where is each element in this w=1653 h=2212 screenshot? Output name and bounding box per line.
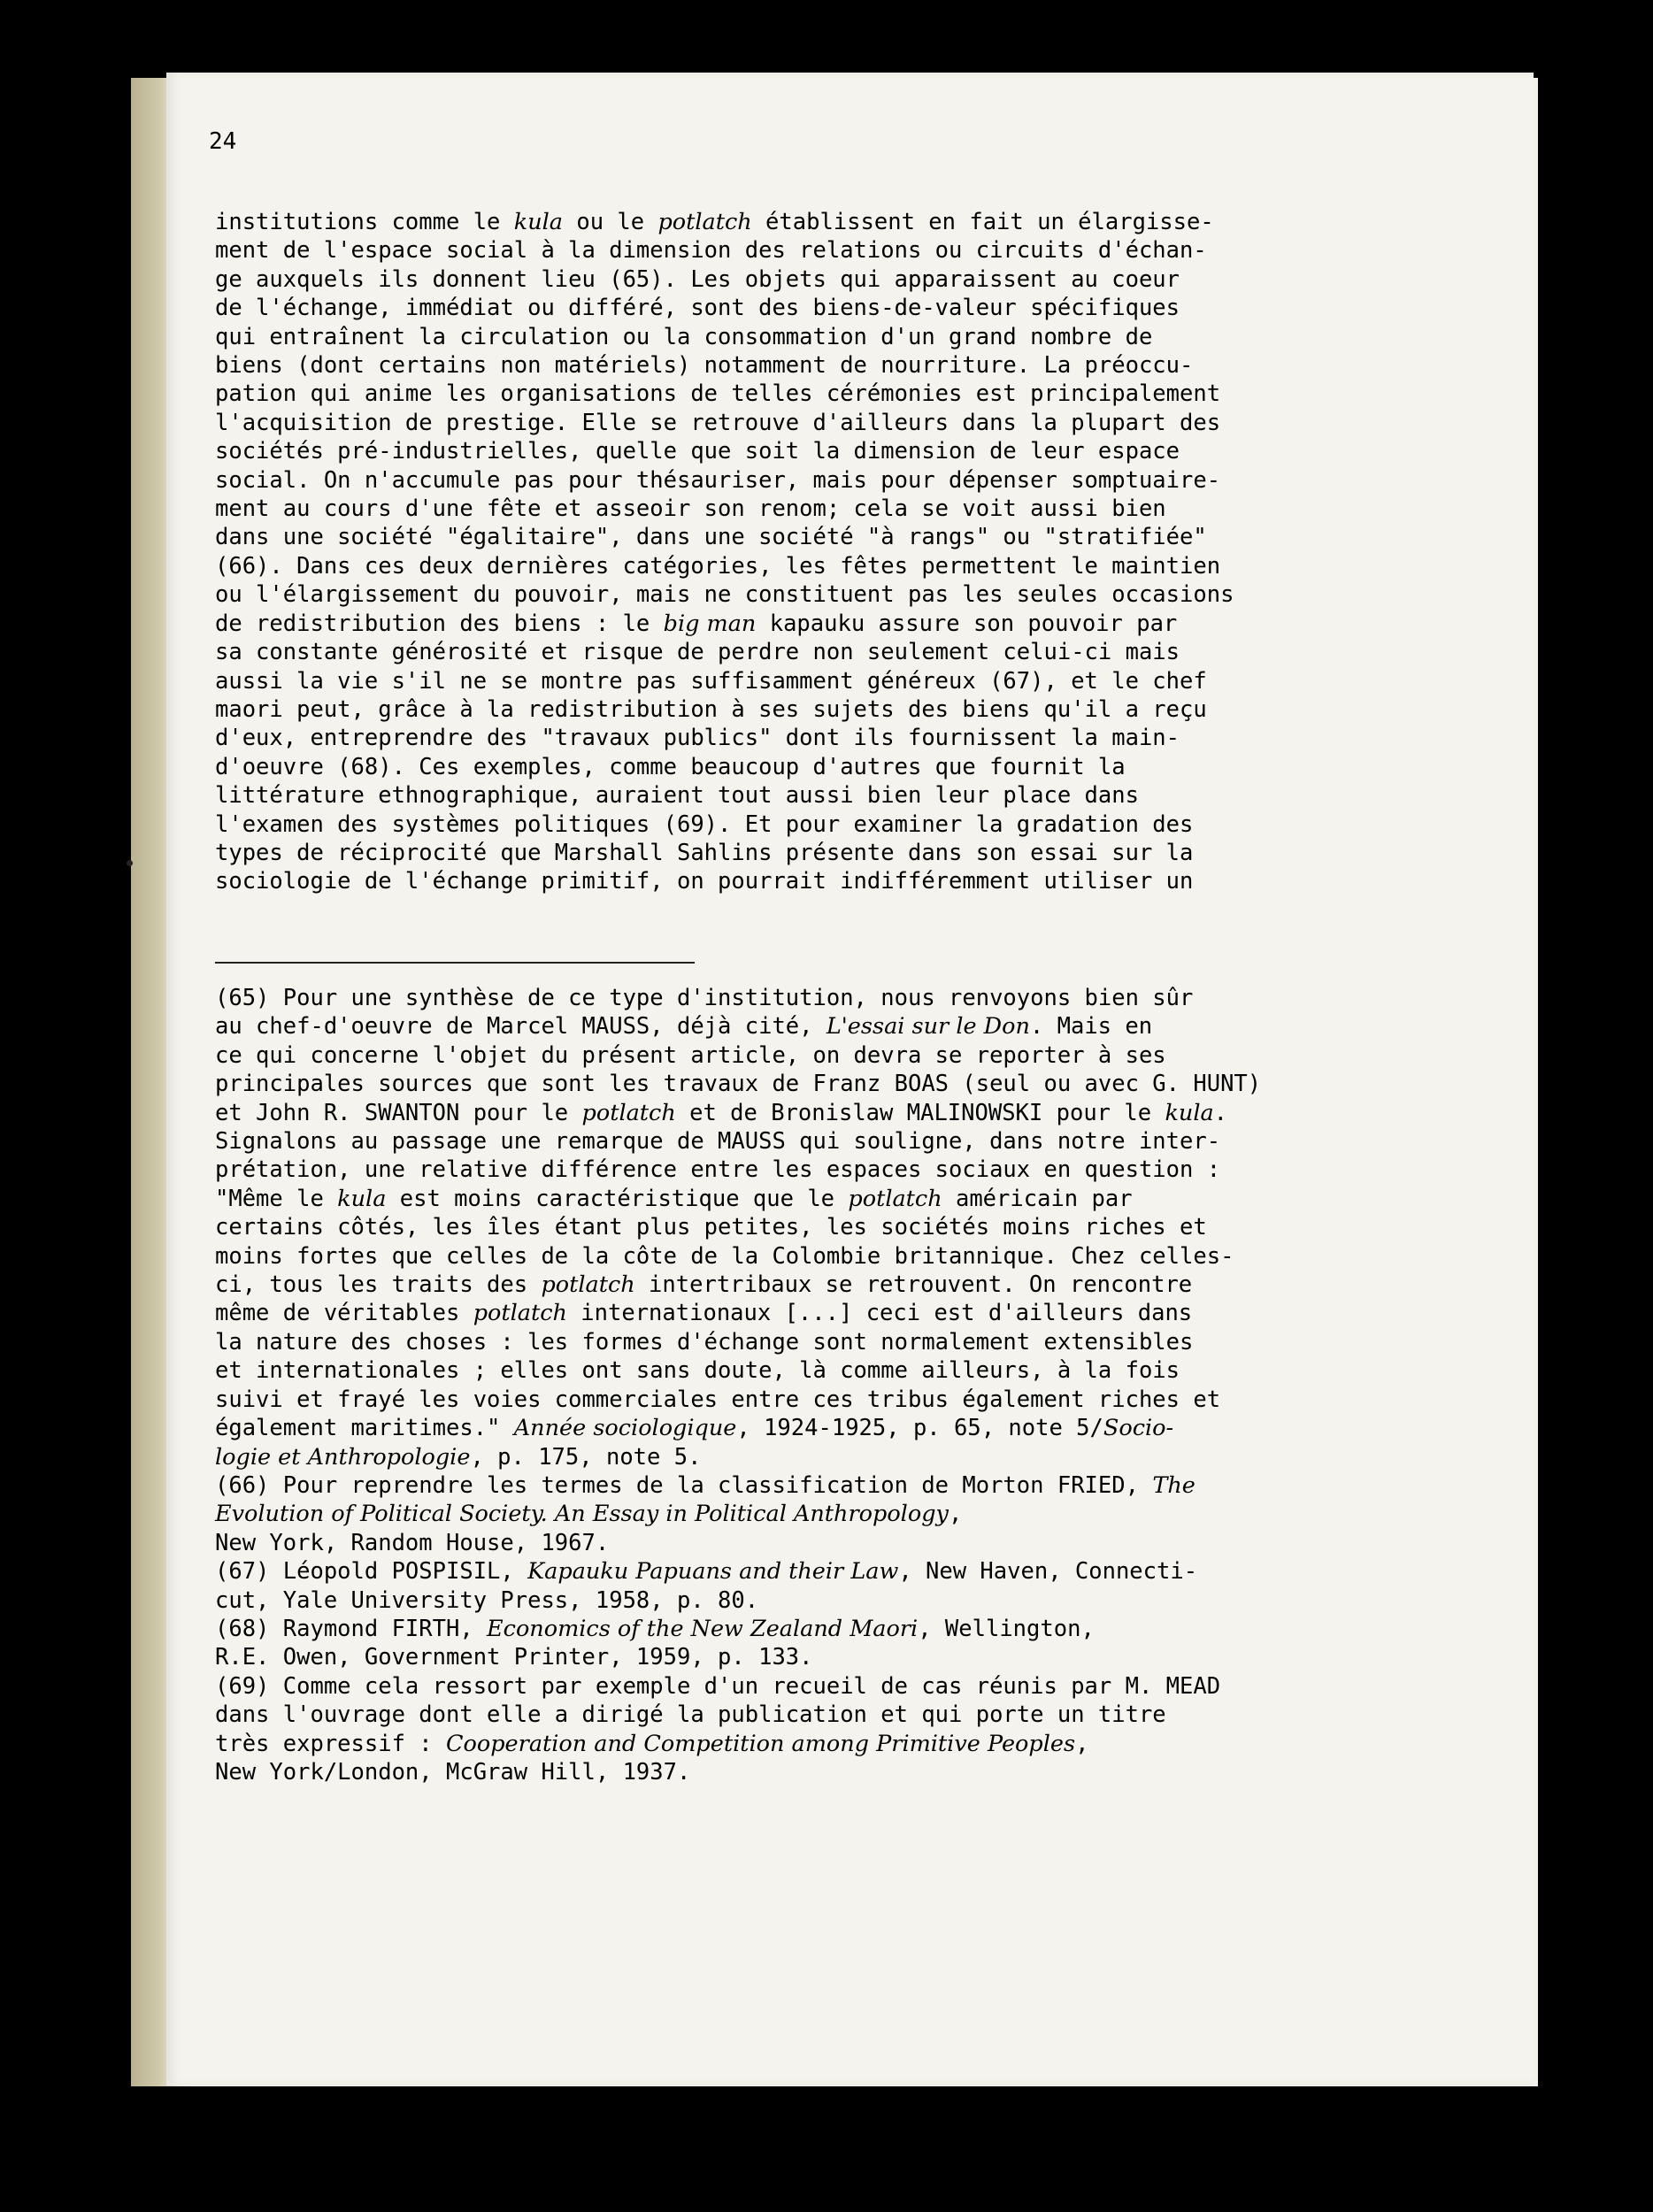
text-run: ment de l'espace social à la dimension des relations ou circuits d'échan- — [215, 237, 1207, 265]
text-run: sociétés pré-industrielles, quelle que soit la dimension de leur espace — [215, 438, 1180, 465]
text-run: (65) Pour une synthèse de ce type d'institution, nous renvoyons bien sûr — [215, 985, 1194, 1011]
footnote-line — [215, 1615, 1312, 1643]
text-run: l'acquisition de prestige. Elle se retrouve d'ailleurs dans la plupart des — [215, 409, 1221, 436]
text-run: New York/London, McGraw Hill, 1937. — [215, 1758, 691, 1786]
body-line — [215, 236, 1303, 265]
italic-run: big man — [663, 610, 757, 637]
text-run: Signalons au passage une remarque de MAUSS qui souligne, dans notre inter- — [215, 1128, 1221, 1156]
italic-run: Cooperation and Competition among Primitive Peoples — [446, 1730, 1076, 1757]
text-run: , p. 175, note 5. — [470, 1443, 702, 1471]
text-run: est moins caractéristique que le — [386, 1185, 849, 1212]
footnotes — [215, 984, 1312, 1786]
text-run: , — [1075, 1730, 1089, 1757]
italic-run: Economics of the New Zealand Maori — [487, 1615, 919, 1642]
italic-run: kula — [1165, 1099, 1214, 1126]
text-run: , Wellington, — [918, 1615, 1095, 1642]
footnote-line — [215, 1356, 1312, 1385]
text-run: qui entraînent la circulation ou la consommation d'un grand nombre de — [215, 323, 1153, 350]
text-run: sociologie de l'échange primitif, on pourrait indifféremment utiliser un — [215, 868, 1194, 895]
italic-run: Socio- — [1103, 1415, 1174, 1442]
footnote-line — [215, 1414, 1312, 1442]
body-line — [215, 580, 1303, 609]
footnote-line — [215, 1185, 1312, 1213]
text-run: d'oeuvre (68). Ces exemples, comme beaucoup d'autres que fournit la — [215, 753, 1126, 780]
text-run: "Même le — [215, 1185, 338, 1212]
body-line — [215, 380, 1303, 408]
body-line — [215, 523, 1303, 551]
body-line — [215, 351, 1303, 380]
text-run: de l'échange, immédiat ou différé, sont des biens-de-valeur spécifiques — [215, 295, 1180, 322]
body-line — [215, 552, 1303, 580]
text-run: moins fortes que celles de la côte de la Colombie britannique. Chez celles- — [215, 1242, 1234, 1270]
text-run: la nature des choses : les formes d'échange sont normalement extensibles — [215, 1328, 1194, 1356]
text-run: principales sources que sont les travaux de Franz BOAS (seul ou avec G. HUNT) — [215, 1071, 1262, 1098]
footnote-line — [215, 1127, 1312, 1156]
text-run: littérature ethnographique, auraient tout aussi bien leur place dans — [215, 782, 1139, 810]
footnote-line — [215, 1443, 1312, 1471]
footnote-line — [215, 1500, 1312, 1528]
page-number: 24 — [209, 128, 237, 155]
margin-dot — [127, 860, 133, 866]
text-run: cut, Yale University Press, 1958, p. 80. — [215, 1586, 759, 1614]
text-run: (66). Dans ces deux dernières catégories, les fêtes permettent le maintien — [215, 552, 1221, 580]
text-run: , New Haven, Connecti- — [898, 1558, 1198, 1586]
text-run: d'eux, entreprendre des "travaux publics" dont ils fournissent la main- — [215, 725, 1180, 752]
text-run: et John R. SWANTON pour le — [215, 1099, 582, 1126]
text-run: , 1924-1925, p. 65, note 5/ — [736, 1415, 1103, 1442]
body-line — [215, 753, 1303, 781]
text-run: (69) Comme cela ressort par exemple d'un recueil de cas réunis par M. MEAD — [215, 1672, 1221, 1700]
text-run: social. On n'accumule pas pour thésauriser, mais pour dépenser somptuaire- — [215, 466, 1221, 494]
body-line — [215, 867, 1303, 895]
text-run: (67) Léopold POSPISIL, — [215, 1558, 528, 1586]
body-line — [215, 839, 1303, 867]
footnote-line — [215, 1386, 1312, 1414]
text-run: de redistribution des biens : le — [215, 610, 664, 637]
text-run: (68) Raymond FIRTH, — [215, 1615, 488, 1642]
italic-run: L'essai sur le Don — [826, 1013, 1030, 1041]
text-run: l'examen des systèmes politiques (69). Et pour examiner la gradation des — [215, 810, 1194, 838]
footnote-line — [215, 1643, 1312, 1671]
italic-run: potlatch — [657, 209, 752, 235]
text-run: ou le — [563, 209, 658, 235]
footnote-line — [215, 1672, 1312, 1701]
body-line — [215, 437, 1303, 465]
body-line — [215, 724, 1303, 752]
text-run: ci, tous les traits des — [215, 1271, 542, 1299]
body-line — [215, 208, 1303, 236]
footnote-line — [215, 1012, 1312, 1041]
body-line — [215, 667, 1303, 695]
body-line — [215, 495, 1303, 523]
body-line — [215, 294, 1303, 322]
italic-run: logie et Anthropologie — [215, 1443, 471, 1471]
footnote-line — [215, 1471, 1312, 1500]
text-run: internationaux [...] ceci est d'ailleurs dans — [566, 1300, 1193, 1327]
text-run: biens (dont certains non matériels) notamment de nourriture. La préoccu- — [215, 352, 1194, 380]
body-line — [215, 323, 1303, 351]
text-run: . — [1213, 1099, 1228, 1126]
footnote-line — [215, 1156, 1312, 1184]
text-run: aussi la vie s'il ne se montre pas suffisamment généreux (67), et le chef — [215, 667, 1207, 695]
text-run: R.E. Owen, Government Printer, 1959, p. 133. — [215, 1644, 813, 1671]
footnote-line — [215, 1529, 1312, 1557]
footnote-line — [215, 1070, 1312, 1098]
footnote-line — [215, 1271, 1312, 1299]
italic-run: potlatch — [848, 1185, 942, 1212]
italic-run: Année sociologique — [513, 1415, 737, 1442]
footnote-line — [215, 984, 1312, 1012]
footnote-line — [215, 1586, 1312, 1615]
footnote-separator — [215, 962, 695, 964]
text-run: certains côtés, les îles étant plus petites, les sociétés moins riches et — [215, 1214, 1207, 1241]
italic-run: potlatch — [541, 1271, 635, 1299]
footnote-line — [215, 1299, 1312, 1327]
footnote-line — [215, 1701, 1312, 1729]
body-line — [215, 265, 1303, 294]
body-line — [215, 638, 1303, 666]
body-line — [215, 409, 1303, 437]
text-run: ment au cours d'une fête et asseoir son renom; cela se voit aussi bien — [215, 495, 1166, 523]
italic-run: potlatch — [473, 1300, 567, 1327]
text-run: , — [948, 1501, 963, 1528]
body-line — [215, 610, 1303, 638]
text-run: même de véritables — [215, 1300, 473, 1327]
text-run: très expressif : — [215, 1730, 446, 1757]
text-run: dans une société "égalitaire", dans une société "à rangs" ou "stratifiée" — [215, 524, 1207, 551]
text-run: et de Bronislaw MALINOWSKI pour le — [675, 1099, 1165, 1126]
text-run: kapauku assure son pouvoir par — [756, 610, 1178, 637]
footnote-line — [215, 1328, 1312, 1356]
footnote-line — [215, 1041, 1312, 1070]
italic-run: Kapauku Papuans and their Law — [527, 1558, 899, 1586]
text-run: institutions comme le — [215, 209, 514, 235]
italic-run: potlatch — [581, 1099, 676, 1126]
footnote-line — [215, 1758, 1312, 1786]
text-run: également maritimes." — [215, 1415, 514, 1442]
text-run: intertribaux se retrouvent. On rencontre — [634, 1271, 1193, 1299]
body-line — [215, 810, 1303, 839]
footnote-line — [215, 1099, 1312, 1127]
text-run: types de réciprocité que Marshall Sahlins présente dans son essai sur la — [215, 839, 1194, 866]
text-run: ce qui concerne l'objet du présent article, on devra se reporter à ses — [215, 1041, 1166, 1069]
text-run: américain par — [942, 1185, 1133, 1212]
text-run: New York, Random House, 1967. — [215, 1529, 610, 1556]
italic-run: Evolution of Political Society. An Essay in Political Anthropology — [215, 1501, 949, 1528]
italic-run: kula — [337, 1185, 387, 1212]
footnote-line — [215, 1242, 1312, 1271]
footnote-line — [215, 1730, 1312, 1758]
body-line — [215, 695, 1303, 724]
italic-run: kula — [513, 209, 563, 235]
footnote-line — [215, 1557, 1312, 1586]
text-run: et internationales ; elles ont sans doute, là comme ailleurs, à la fois — [215, 1357, 1180, 1385]
text-run: (66) Pour reprendre les termes de la classification de Morton FRIED, — [215, 1471, 1153, 1499]
text-run: ge auxquels ils donnent lieu (65). Les objets qui apparaissent au coeur — [215, 265, 1180, 293]
text-run: au chef-d'oeuvre de Marcel MAUSS, déjà cité, — [215, 1013, 826, 1041]
text-run: suivi et frayé les voies commerciales entre ces tribus également riches et — [215, 1386, 1221, 1413]
text-run: sa constante générosité et risque de perdre non seulement celui-ci mais — [215, 639, 1180, 666]
text-run: dans l'ouvrage dont elle a dirigé la publication et qui porte un titre — [215, 1701, 1166, 1729]
text-run: ou l'élargissement du pouvoir, mais ne constituent pas les seules occasions — [215, 581, 1234, 609]
italic-run: The — [1152, 1471, 1196, 1499]
body-line — [215, 781, 1303, 810]
footnote-line — [215, 1213, 1312, 1241]
text-run: prétation, une relative différence entre les espaces sociaux en question : — [215, 1156, 1221, 1184]
text-run: . Mais en — [1029, 1013, 1153, 1041]
text-run: pation qui anime les organisations de telles cérémonies est principalement — [215, 380, 1221, 408]
main-text — [215, 208, 1303, 896]
text-run: maori peut, grâce à la redistribution à ses sujets des biens qu'il a reçu — [215, 695, 1207, 723]
body-line — [215, 466, 1303, 495]
text-run: établissent en fait un élargisse- — [751, 209, 1214, 235]
